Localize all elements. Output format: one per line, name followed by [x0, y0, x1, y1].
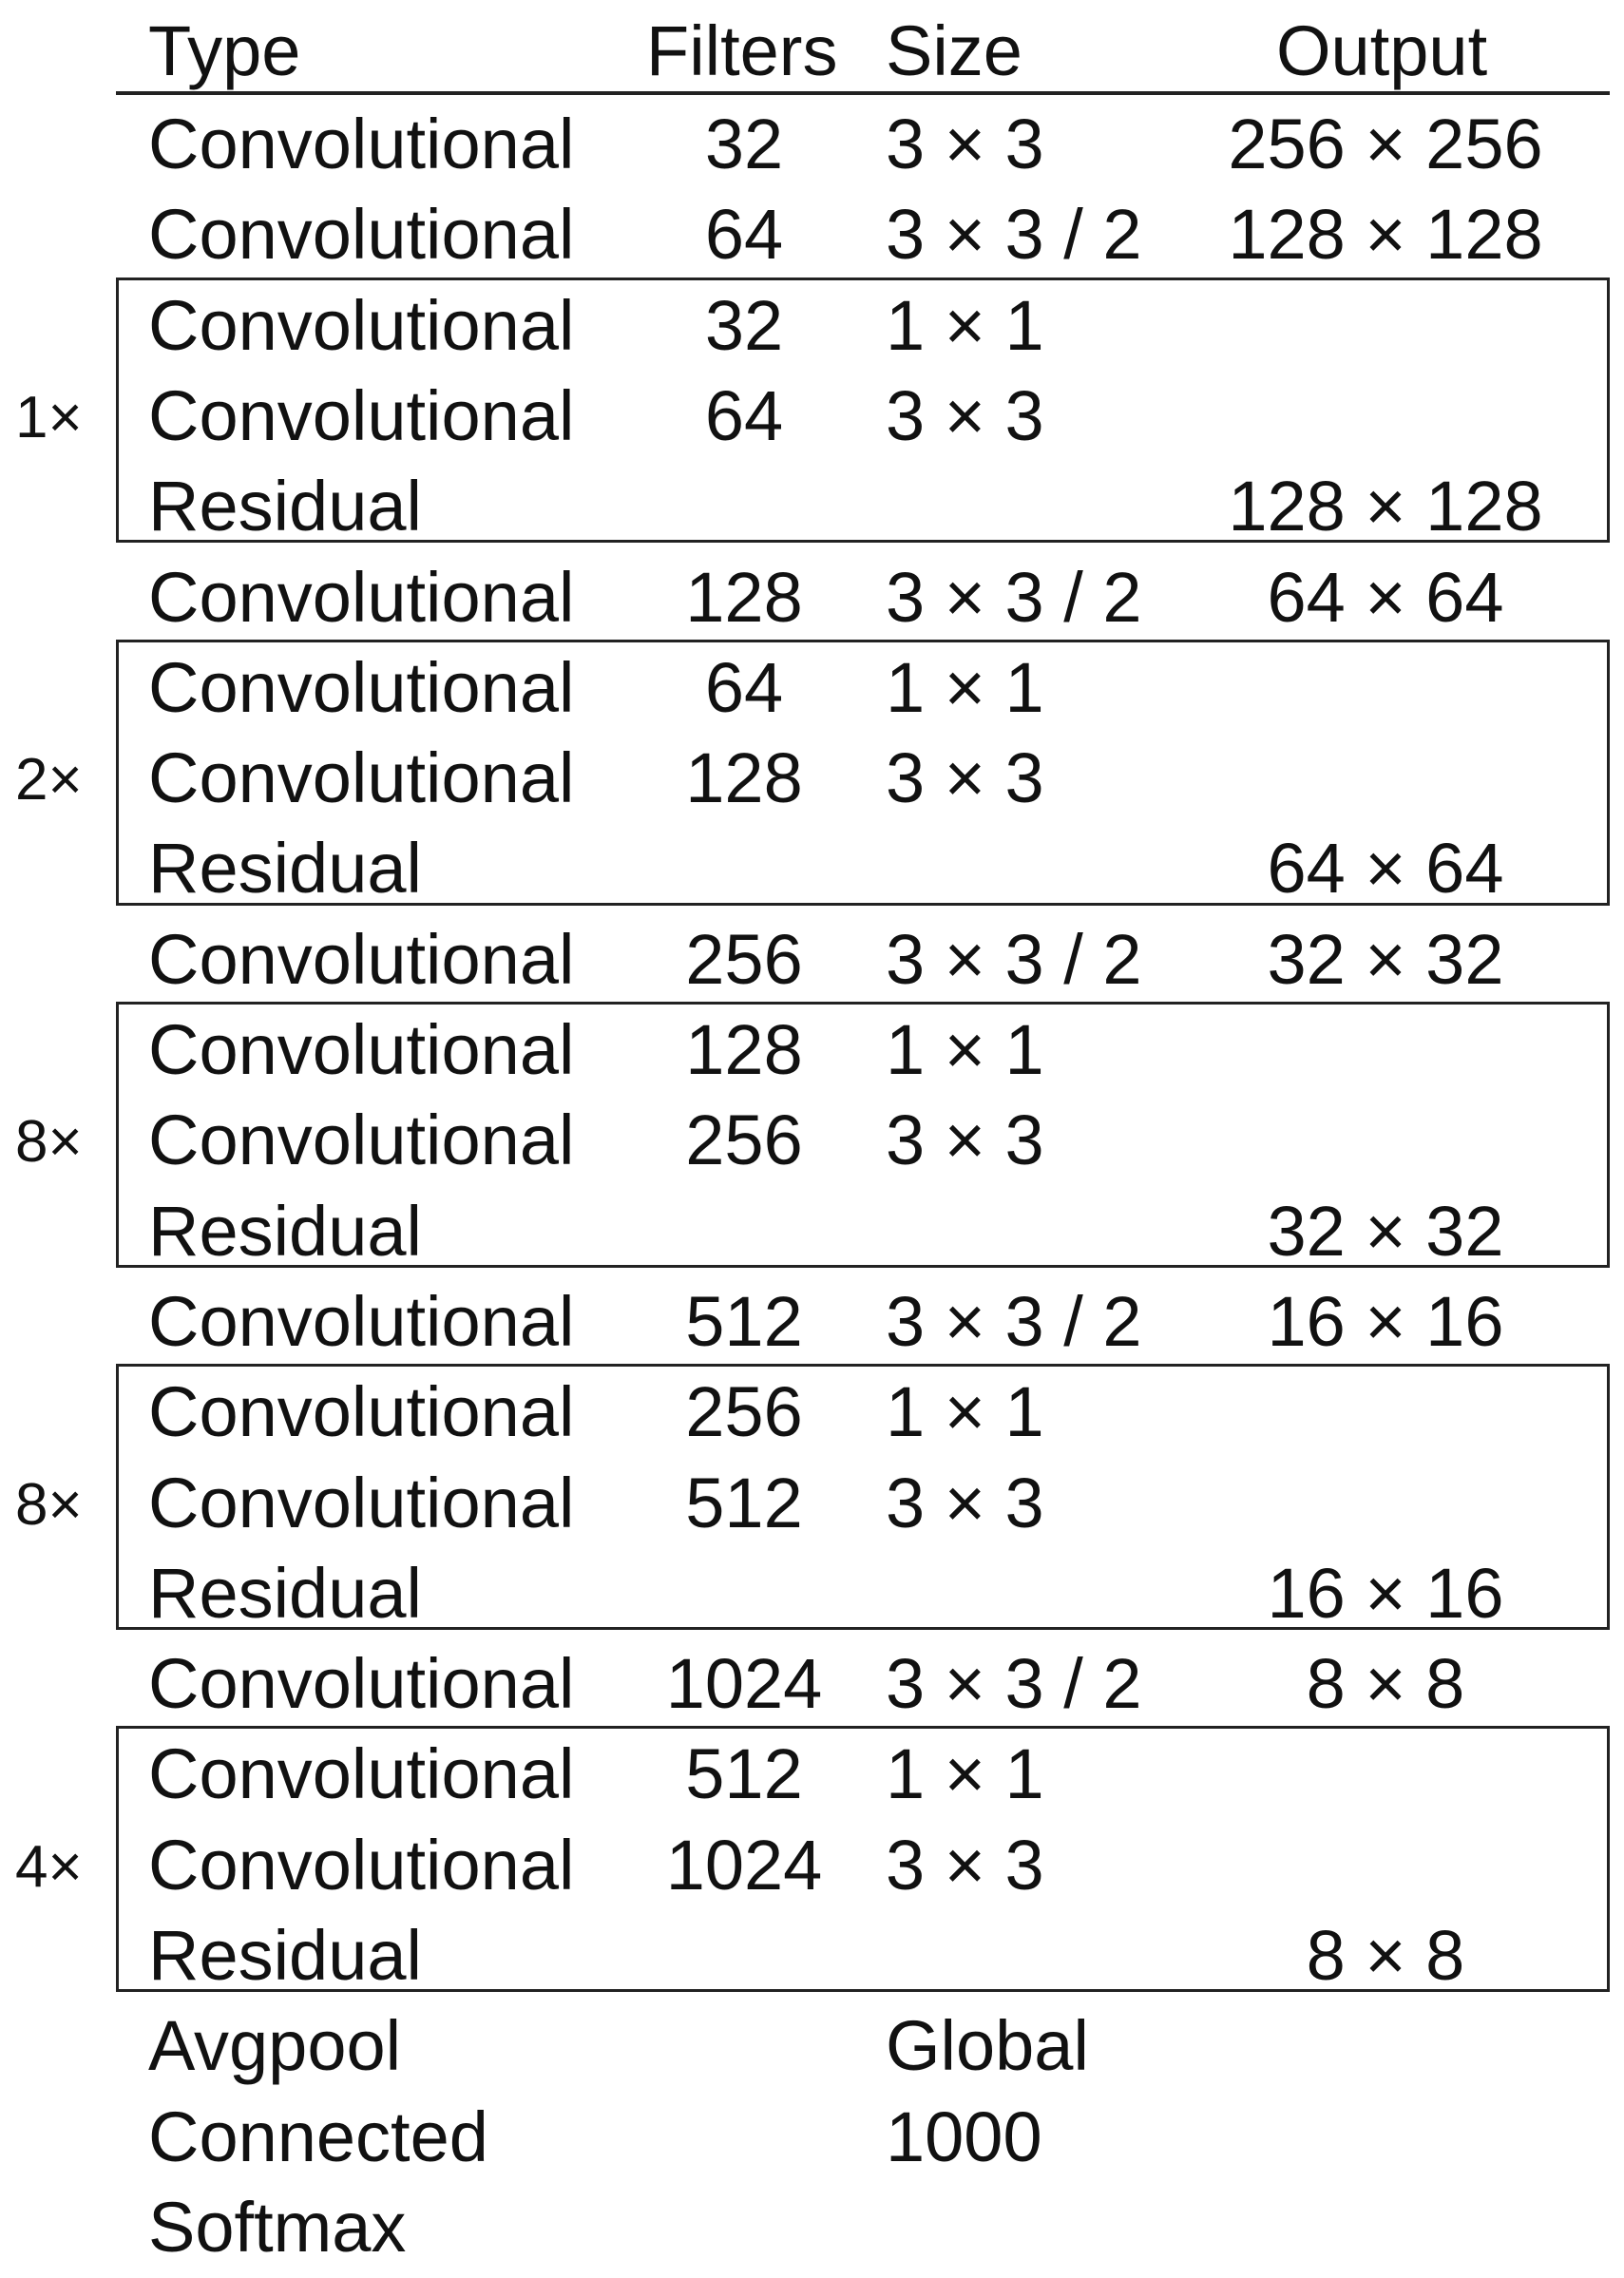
- cell-type: Convolutional: [148, 1010, 575, 1089]
- cell-size: 3 × 3 / 2: [886, 919, 1142, 999]
- cell-output: 16 × 16: [1267, 1553, 1504, 1633]
- cell-size: 3 × 3: [886, 738, 1044, 818]
- residual-block-box: [116, 278, 1610, 544]
- cell-type: Residual: [148, 1553, 422, 1633]
- cell-filters: 1024: [665, 1644, 823, 1724]
- cell-filters: 512: [685, 1463, 803, 1542]
- cell-filters: 1024: [665, 1825, 823, 1905]
- header-filters: Filters: [646, 11, 838, 90]
- cell-output: 32 × 32: [1267, 1191, 1504, 1271]
- residual-block-box: [116, 640, 1610, 909]
- cell-type: Convolutional: [148, 557, 575, 637]
- cell-type: Convolutional: [148, 1644, 575, 1724]
- residual-block-box: [116, 1364, 1610, 1633]
- header-type: Type: [148, 11, 301, 90]
- cell-output: 128 × 128: [1228, 467, 1543, 546]
- cell-size: 3 × 3: [886, 1825, 1044, 1905]
- cell-type: Softmax: [148, 2187, 407, 2267]
- cell-type: Convolutional: [148, 738, 575, 818]
- cell-size: 1 × 1: [886, 1372, 1044, 1452]
- cell-type: Residual: [148, 1916, 422, 1995]
- cell-output: 128 × 128: [1228, 195, 1543, 275]
- cell-size: 3 × 3: [886, 375, 1044, 455]
- cell-size: 3 × 3: [886, 105, 1044, 183]
- cell-type: Convolutional: [148, 1101, 575, 1180]
- cell-type: Convolutional: [148, 1372, 575, 1452]
- cell-filters: 64: [704, 195, 784, 275]
- cell-type: Convolutional: [148, 375, 575, 455]
- cell-filters: 64: [704, 375, 784, 455]
- cell-size: 3 × 3: [886, 1463, 1044, 1542]
- cell-size: 3 × 3: [886, 1101, 1044, 1180]
- block-multiplier: 2×: [15, 747, 83, 814]
- cell-type: Residual: [148, 467, 422, 546]
- cell-size: 3 × 3 / 2: [886, 1644, 1142, 1724]
- header-output: Output: [1276, 11, 1488, 90]
- cell-size: 1 × 1: [886, 1010, 1044, 1089]
- cell-filters: 256: [685, 1101, 803, 1180]
- cell-output: 16 × 16: [1267, 1281, 1504, 1361]
- cell-type: Convolutional: [148, 195, 575, 275]
- cell-size: 1 × 1: [886, 647, 1044, 727]
- cell-size: 3 × 3 / 2: [886, 1281, 1142, 1361]
- cell-output: 64 × 64: [1267, 557, 1504, 637]
- residual-block-box: [116, 1002, 1610, 1271]
- cell-filters: 32: [704, 105, 784, 183]
- cell-filters: 512: [685, 1734, 803, 1814]
- cell-type: Connected: [148, 2096, 488, 2176]
- cell-size: 1000: [886, 2096, 1042, 2176]
- block-multiplier: 8×: [15, 1109, 83, 1176]
- cell-type: Convolutional: [148, 647, 575, 727]
- cell-output: 8 × 8: [1306, 1916, 1465, 1995]
- cell-size: 3 × 3 / 2: [886, 195, 1142, 275]
- cell-type: Convolutional: [148, 919, 575, 999]
- cell-filters: 128: [685, 738, 803, 818]
- block-multiplier: 4×: [15, 1833, 83, 1900]
- cell-filters: 32: [704, 285, 784, 365]
- cell-output: 8 × 8: [1306, 1644, 1465, 1724]
- cell-type: Avgpool: [148, 2006, 402, 2086]
- cell-size: 1 × 1: [886, 285, 1044, 365]
- block-multiplier: 1×: [15, 384, 83, 450]
- cell-type: Convolutional: [148, 1281, 575, 1361]
- cell-type: Residual: [148, 829, 422, 909]
- cell-filters: 512: [685, 1281, 803, 1361]
- cell-size: 3 × 3 / 2: [886, 557, 1142, 637]
- cell-filters: 256: [685, 1372, 803, 1452]
- header-rule: [116, 91, 1610, 95]
- cell-type: Convolutional: [148, 1825, 575, 1905]
- cell-type: Convolutional: [148, 285, 575, 365]
- cell-type: Convolutional: [148, 1734, 575, 1814]
- cell-size: 1 × 1: [886, 1734, 1044, 1814]
- cell-filters: 256: [685, 919, 803, 999]
- block-multiplier: 8×: [15, 1471, 83, 1538]
- cell-type: Residual: [148, 1191, 422, 1271]
- cell-type: Convolutional: [148, 1463, 575, 1542]
- cell-type: Convolutional: [148, 105, 575, 183]
- residual-block-box: [116, 1726, 1610, 1995]
- cell-output: 64 × 64: [1267, 829, 1504, 909]
- cell-filters: 128: [685, 1010, 803, 1089]
- cell-filters: 64: [704, 647, 784, 727]
- cell-output: 256 × 256: [1228, 105, 1543, 183]
- header-size: Size: [886, 11, 1022, 90]
- cell-filters: 128: [685, 557, 803, 637]
- cell-output: 32 × 32: [1267, 919, 1504, 999]
- cell-size: Global: [886, 2006, 1089, 2086]
